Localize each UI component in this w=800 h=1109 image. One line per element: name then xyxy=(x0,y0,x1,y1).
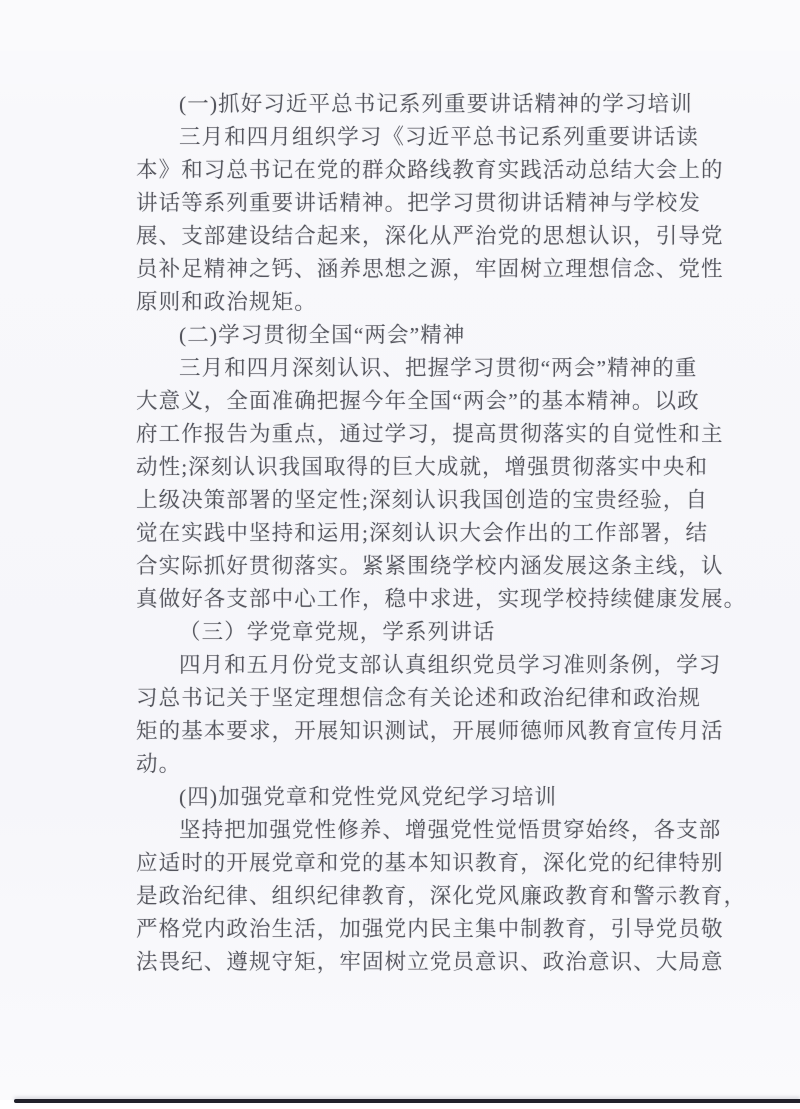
text-line: 动性;深刻认识我国取得的巨大成就，增强贯彻落实中央和 xyxy=(136,455,709,479)
text-line: 展、支部建设结合起来，深化从严治党的思想认识，引导党 xyxy=(136,224,724,248)
text-line: 习总书记关于坚定理想信念有关论述和政治纪律和政治规 xyxy=(136,686,702,710)
text-line: 真做好各支部中心工作，稳中求进，实现学校持续健康发展。 xyxy=(136,587,747,611)
document-body xyxy=(136,88,747,979)
text-line: 应适时的开展党章和党的基本知识教育，深化党的纪律特别 xyxy=(136,851,724,875)
text-line: (一)抓好习近平总书记系列重要讲话精神的学习培训 xyxy=(179,92,693,116)
scanner-edge-line xyxy=(14,1099,800,1103)
text-line: 大意义，全面准确把握今年全国“两会”的基本精神。以政 xyxy=(136,389,700,413)
text-line: 三月和四月深刻认识、把握学习贯彻“两会”精神的重 xyxy=(179,356,698,380)
text-line: 四月和五月份党支部认真组织党员学习准则条例，学习 xyxy=(179,653,722,677)
text-line: 法畏纪、遵规守矩，牢固树立党员意识、政治意识、大局意 xyxy=(136,950,724,974)
text-line: 合实际抓好贯彻落实。紧紧围绕学校内涵发展这条主线，认 xyxy=(136,554,724,578)
text-line: （三）学党章党规，学系列讲话 xyxy=(179,620,496,644)
text-line: (四)加强党章和党性党风党纪学习培训 xyxy=(179,785,558,809)
text-line: 严格党内政治生活，加强党内民主集中制教育，引导党员敬 xyxy=(136,917,724,941)
text-line: 矩的基本要求，开展知识测试，开展师德师风教育宣传月活 xyxy=(136,719,724,743)
text-line: 原则和政治规矩。 xyxy=(136,290,317,314)
text-line: 是政治纪律、组织纪律教育，深化党风廉政教育和警示教育， xyxy=(136,884,747,908)
text-line: 府工作报告为重点，通过学习，提高贯彻落实的自觉性和主 xyxy=(136,422,724,446)
text-line: 动。 xyxy=(136,752,182,776)
text-line: 三月和四月组织学习《习近平总书记系列重要讲话读 xyxy=(179,125,699,149)
text-line: 上级决策部署的坚定性;深刻认识我国创造的宝贵经验，自 xyxy=(136,488,709,512)
text-line: (二)学习贯彻全国“两会”精神 xyxy=(179,323,466,347)
text-line: 讲话等系列重要讲话精神。把学习贯彻讲话精神与学校发 xyxy=(136,191,702,215)
text-line: 本》和习总书记在党的群众路线教育实践活动总结大会上的 xyxy=(136,158,724,182)
text-line: 坚持把加强党性修养、增强党性觉悟贯穿始终，各支部 xyxy=(179,818,722,842)
text-line: 员补足精神之钙、涵养思想之源，牢固树立理想信念、党性 xyxy=(136,257,724,281)
text-line: 觉在实践中坚持和运用;深刻认识大会作出的工作部署，结 xyxy=(136,521,709,545)
